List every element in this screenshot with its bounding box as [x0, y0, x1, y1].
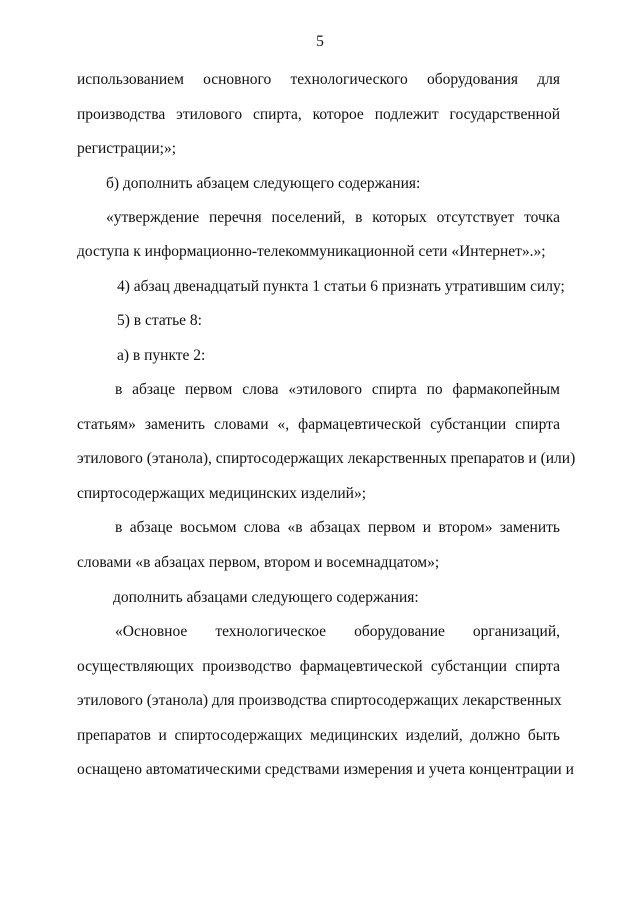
- text-line: «утверждение перечня поселений, в которых отсутствует точка: [106, 209, 560, 226]
- text-line: 4) абзац двенадцатый пункта 1 статьи 6 признать утратившим силу;: [117, 278, 565, 295]
- text-line: регистрации;»;: [77, 140, 177, 157]
- text-line: осуществляющих производство фармацевтической субстанции спирта: [77, 658, 560, 675]
- text-line: дополнить абзацами следующего содержания:: [113, 589, 419, 606]
- text-line: б) дополнить абзацем следующего содержания:: [106, 175, 421, 192]
- text-line: в абзаце восьмом слова «в абзацах первом и втором» заменить: [115, 519, 560, 536]
- text-line: препаратов и спиртосодержащих медицинских изделий, должно быть: [77, 727, 560, 744]
- text-line: 5) в статье 8:: [117, 312, 202, 329]
- text-line: а) в пункте 2:: [117, 347, 206, 364]
- page-number: 5: [316, 33, 324, 50]
- text-line: доступа к информационно-телекоммуникационной сети «Интернет».»;: [77, 243, 546, 260]
- text-line: производства этилового спирта, которое подлежит государственной: [77, 106, 560, 123]
- text-line: спиртосодержащих медицинских изделий»;: [77, 485, 367, 502]
- text-line: этилового (этанола), спиртосодержащих лекарственных препаратов и (или): [77, 450, 576, 467]
- text-line: словами «в абзацах первом, втором и восемнадцатом»;: [77, 554, 440, 571]
- text-line: статьям» заменить словами «, фармацевтической субстанции спирта: [77, 416, 560, 433]
- text-line: этилового (этанола) для производства спиртосодержащих лекарственных: [77, 692, 562, 709]
- text-line: оснащено автоматическими средствами измерения и учета концентрации и: [77, 761, 574, 778]
- text-line: в абзаце первом слова «этилового спирта по фармакопейным: [115, 381, 560, 398]
- text-line: «Основное технологическое оборудование организаций,: [115, 623, 560, 640]
- text-line: использованием основного технологического оборудования для: [77, 71, 560, 88]
